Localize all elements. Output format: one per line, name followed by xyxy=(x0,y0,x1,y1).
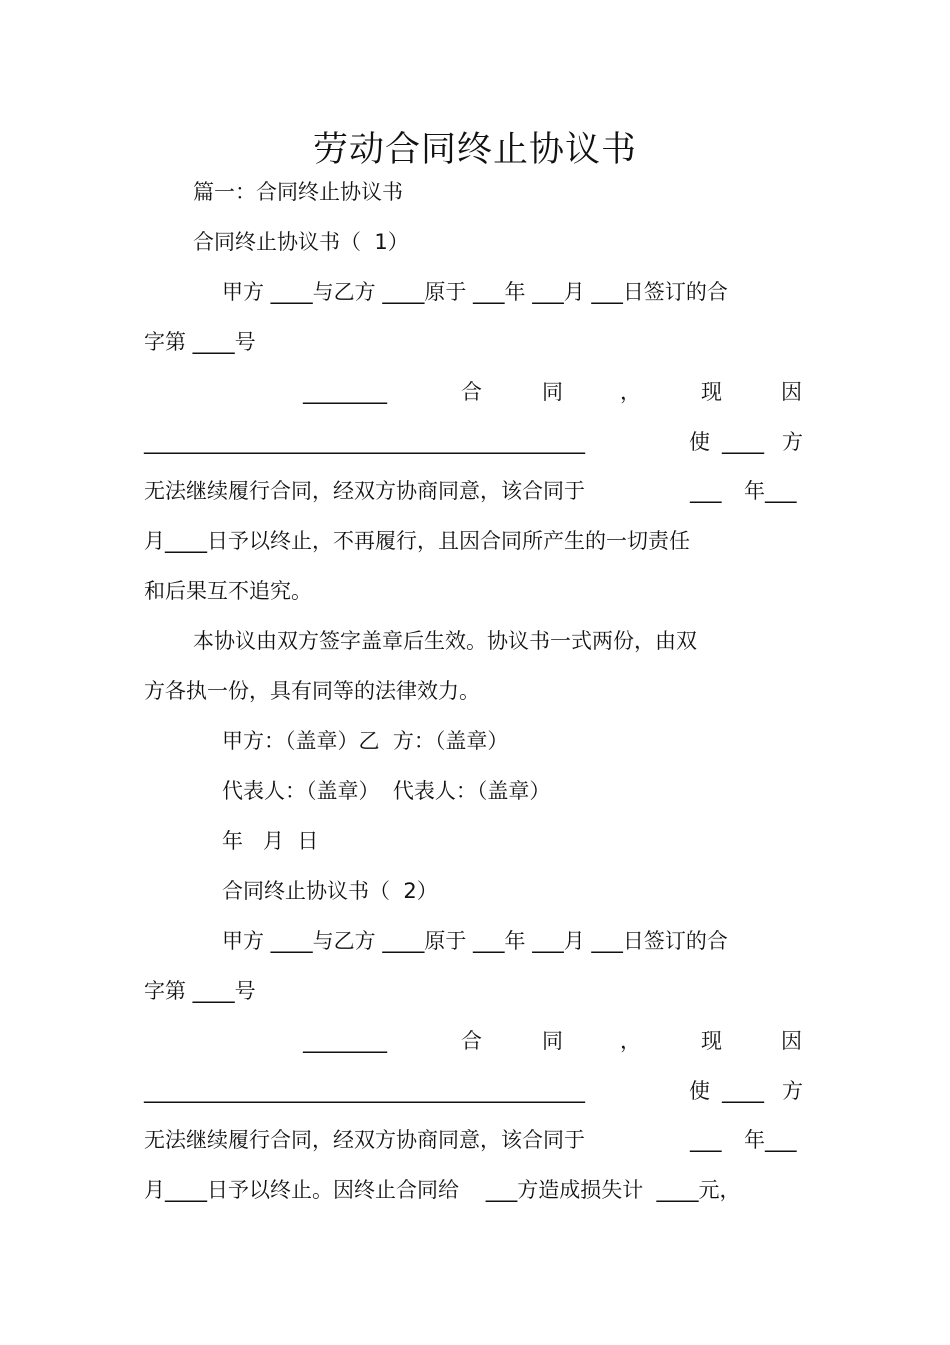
spread-char: 同 xyxy=(542,1029,563,1053)
paragraph-line: 字第 ____号 xyxy=(144,330,256,354)
blank-field: ___ xyxy=(690,479,722,503)
paragraph-line: 无法继续履行合同，经双方协商同意，该合同于 xyxy=(144,1128,585,1152)
paragraph-line: 甲方 ____与乙方 ____原于 ___年 ___月 ___日签订的合 xyxy=(222,280,728,304)
spread-char: 现 xyxy=(701,1029,722,1053)
spread-char: 使 xyxy=(689,1079,710,1103)
agreement-heading-2: 合同终止协议书（ 2） xyxy=(222,879,438,903)
paragraph-line: 甲方 ____与乙方 ____原于 ___年 ___月 ___日签订的合 xyxy=(222,929,728,953)
paragraph-line: 字第 ____号 xyxy=(144,979,256,1003)
paragraph-line: 和后果互不追究。 xyxy=(144,579,312,603)
document-title: 劳动合同终止协议书 xyxy=(312,130,637,170)
blank-field: ___ xyxy=(690,1128,722,1152)
blank-field: ____ xyxy=(722,1079,764,1103)
paragraph-line: 月____日予以终止。因终止合同给 ___方造成损失计 ____元， xyxy=(144,1178,741,1202)
agreement-heading-1: 合同终止协议书（ 1） xyxy=(193,230,409,254)
spread-char: 因 xyxy=(781,1029,802,1053)
spread-char: 合 xyxy=(461,380,482,404)
paragraph-line: 本协议由双方签字盖章后生效。协议书一式两份，由双 xyxy=(193,629,697,653)
section-heading: 篇一：合同终止协议书 xyxy=(193,180,403,204)
spread-char: 方 xyxy=(782,1079,803,1103)
spread-char: ， xyxy=(620,1029,641,1053)
signature-line: 甲方：（盖章）乙 方：（盖章） xyxy=(222,729,509,753)
spread-char: 合 xyxy=(461,1029,482,1053)
blank-field: 年___ xyxy=(744,479,797,503)
paragraph-line: 方各执一份，具有同等的法律效力。 xyxy=(144,679,480,703)
spread-char: 使 xyxy=(689,430,710,454)
blank-field: 年___ xyxy=(744,1128,797,1152)
paragraph-line: 无法继续履行合同，经双方协商同意，该合同于 xyxy=(144,479,585,503)
blank-field: ________ xyxy=(303,1029,387,1053)
representative-line: 代表人：（盖章） 代表人：（盖章） xyxy=(222,779,551,803)
blank-field: __________________________________________ xyxy=(144,430,585,454)
blank-field: __________________________________________ xyxy=(144,1079,585,1103)
paragraph-line: 月____日予以终止，不再履行，且因合同所产生的一切责任 xyxy=(144,529,690,553)
spread-char: 同 xyxy=(542,380,563,404)
blank-field: ____ xyxy=(722,430,764,454)
spread-char: ， xyxy=(620,380,641,404)
date-line: 年 月 日 xyxy=(222,829,319,853)
spread-char: 因 xyxy=(781,380,802,404)
spread-char: 现 xyxy=(701,380,722,404)
spread-char: 方 xyxy=(782,430,803,454)
blank-field: ________ xyxy=(303,380,387,404)
